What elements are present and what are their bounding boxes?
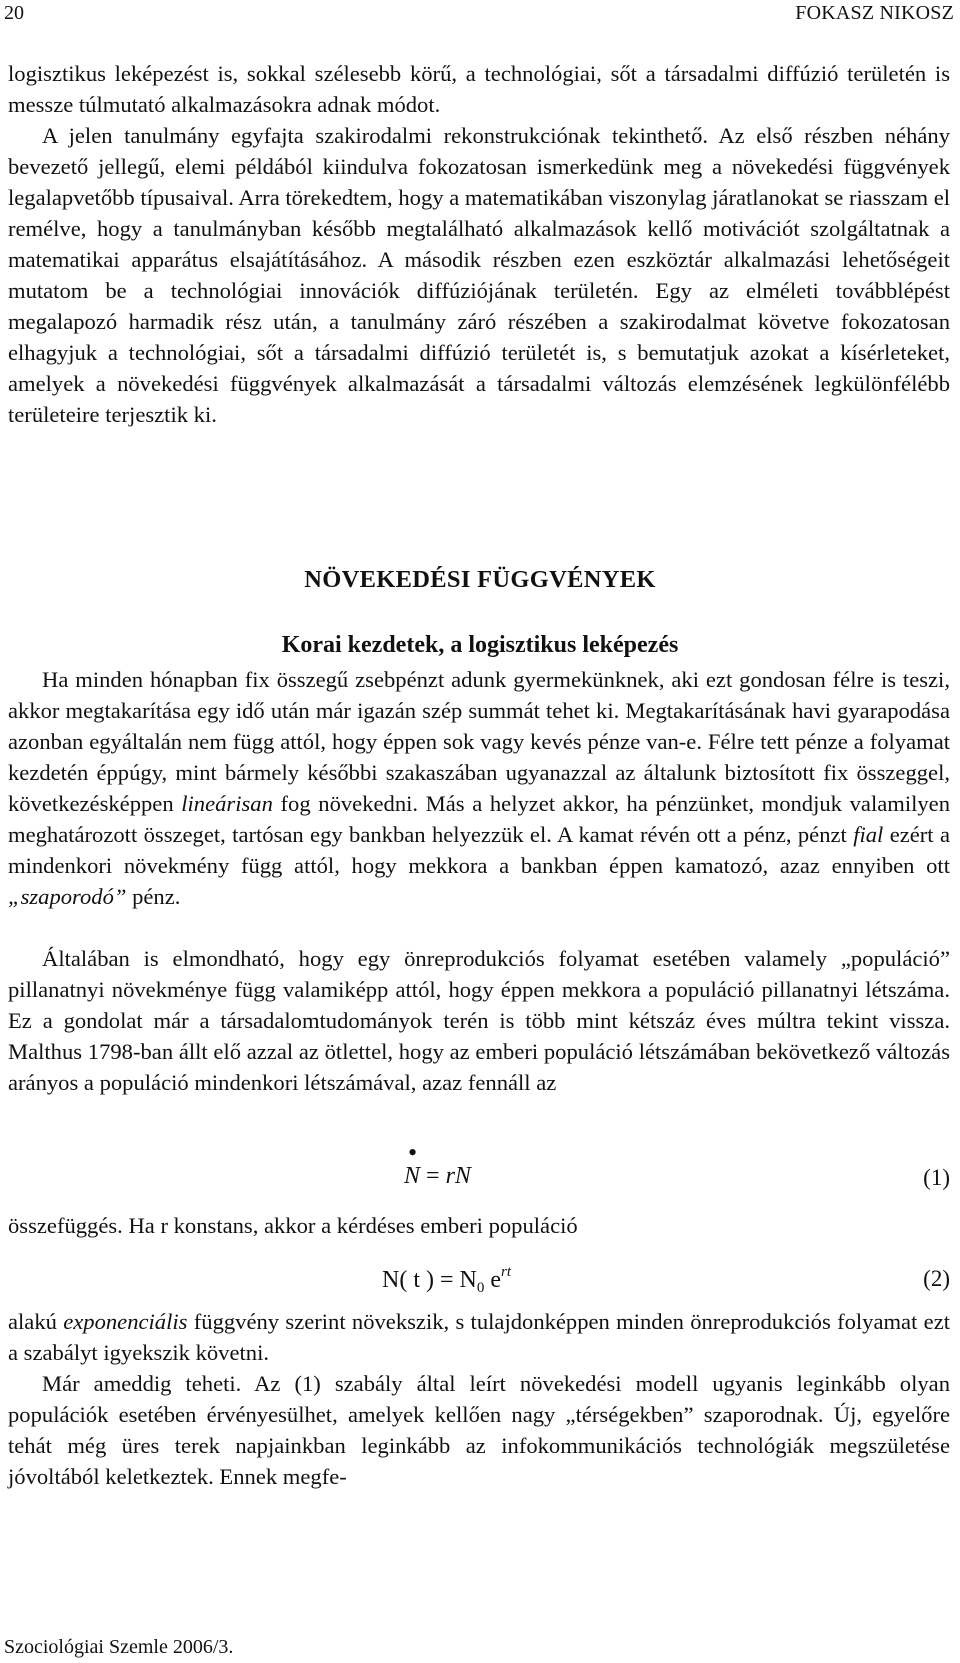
section-title: NÖVEKEDÉSI FÜGGVÉNYEK <box>304 566 656 593</box>
intro-paragraph-continuation: logisztikus leképezést is, sokkal szélesebb körű, a technológiai, sőt a társadalmi diffúzió területén is messze túlmutató alkalmazásokra adnak módot. <box>8 61 950 117</box>
equation-1-body <box>404 1138 471 1190</box>
equation-1-lhs: N <box>404 1163 421 1189</box>
equation-2-exponent: rt <box>501 1264 512 1280</box>
equation-1 <box>8 1138 950 1201</box>
equals-sign: = <box>420 1163 446 1189</box>
emphasis-szaporodo: „szaporodó” <box>8 884 127 909</box>
equation-2-body <box>382 1264 511 1297</box>
emphasis-fial: fial <box>853 822 884 847</box>
subsection-title: Korai kezdetek, a logisztikus leképezés <box>281 632 679 658</box>
text-run: Ha minden hónapban fix összegű zsebpénzt adunk gyermekünknek, aki ezt gondosan félre is teszi, akkor megtakarítása egy idő után már igazán szép summát tehet ki. Megtakarításának havi gyarapodása azonban egyáltalán nem függ attól, hogy éppen sok vagy kevés pénze van-e. Félre tett pénze a folyamat kezdetén éppúgy, mint bármely későbbi szakaszában ugyanazzal az általunk biztosított fix összeggel, következésképpen <box>8 667 950 816</box>
text-run: alakú <box>8 1309 64 1334</box>
emphasis-linear: lineárisan <box>181 791 273 816</box>
time-derivative-dot: • <box>408 1138 418 1167</box>
body-paragraph-exponential <box>8 1306 950 1368</box>
text-run: fog növekedni. Más a helyzet akkor, ha pénzünket, mondjuk valamilyen meghatározott összeget, tartósan egy bankban helyezzük el. A kamat révén ott a pénz, pénzt <box>8 791 950 847</box>
text-run: függvény szerint növekszik, s tulajdonképpen minden önreprodukciós folyamat ezt a szabályt igyekszik követni. <box>8 1309 950 1365</box>
text-run: pénz. <box>126 884 181 909</box>
n-dot-symbol <box>404 1138 421 1190</box>
equation-2-base: e <box>490 1267 502 1293</box>
equation-1-number: (1) <box>923 1165 950 1190</box>
running-head-author: FOKASZ NIKOSZ <box>795 2 954 24</box>
equation-2-lhs: N( t ) = N <box>382 1267 477 1293</box>
emphasis-exponential: exponenciális <box>63 1309 188 1334</box>
intro-paragraph-outline: A jelen tanulmány egyfajta szakirodalmi rekonstrukciónak tekinthető. Az első részben néhány bevezető jellegű, elemi példából kiindulva fokozatosan ismerkedünk meg a növekedési függvények legalapvetőbb típusaival. Arra törekedtem, hogy a matematikában viszonylag járatlanokat se riasszam el remélve, hogy a tanulmányban később megtalálható alkalmazások kellő motivációt szolgáltatnak a matematikai apparátus elsajátításához. A második részben ezen eszköztár alkalmazási lehetőségeit mutatom be a technológiai innovációk diffúziójának területén. Egy az elméleti továbblépést megalapozó harmadik rész után, a tanulmány záró részében a szakirodalmat követve fokozatosan elhagyjuk a technológiai, sőt a társadalmi diffúzió területét is, s bemutatjuk azokat a kísérleteket, amelyek a növekedési függvények alkalmazását a társadalmi változás elemzésének legkülönfélébb területeire terjesztik ki. <box>8 123 950 427</box>
equation-1-rhs: rN <box>445 1163 471 1189</box>
body-paragraph-relation: összefüggés. Ha r konstans, akkor a kérdéses emberi populáció <box>8 1213 578 1238</box>
body-paragraph-malthus: Általában is elmondható, hogy egy önreprodukciós folyamat esetében valamely „populáció” pillanatnyi növekménye függ valamiképp attól, hogy éppen mekkora a populáció pillanatnyi létszáma. Ez a gondolat már a társadalomtudományok terén is több mint kétszáz éves múltra tekint vissza. Malthus 1798-ban állt elő azzal az ötlettel, hogy az emberi populáció létszámában bekövetkező változás arányos a populáció mindenkori létszámával, azaz fennáll az <box>8 946 950 1095</box>
running-head <box>4 0 954 26</box>
body-paragraph-spaces: Már ameddig teheti. Az (1) szabály által leírt növekedési modell ugyanis leginkább olyan populációk esetében érvényesülhet, amelyek kellően nagy „térségekben” szaporodnak. Új, egyelőre tehát még üres terek napjainkban leginkább az infokommunikációs technológiák megszületése jóvoltából keletkeztek. Ennek megfe- <box>8 1371 950 1489</box>
text-run: ezért a mindenkori növekmény függ attól, hogy mekkora a bankban éppen kamatozó, azaz ennyiben ott <box>8 822 950 878</box>
page-number: 20 <box>4 2 24 24</box>
journal-footer: Szociológiai Szemle 2006/3. <box>4 1636 234 1658</box>
equation-2-number: (2) <box>923 1266 950 1291</box>
body-paragraph-savings <box>8 664 950 912</box>
equation-2-subscript: 0 <box>476 1280 485 1296</box>
equation-2 <box>8 1262 950 1302</box>
